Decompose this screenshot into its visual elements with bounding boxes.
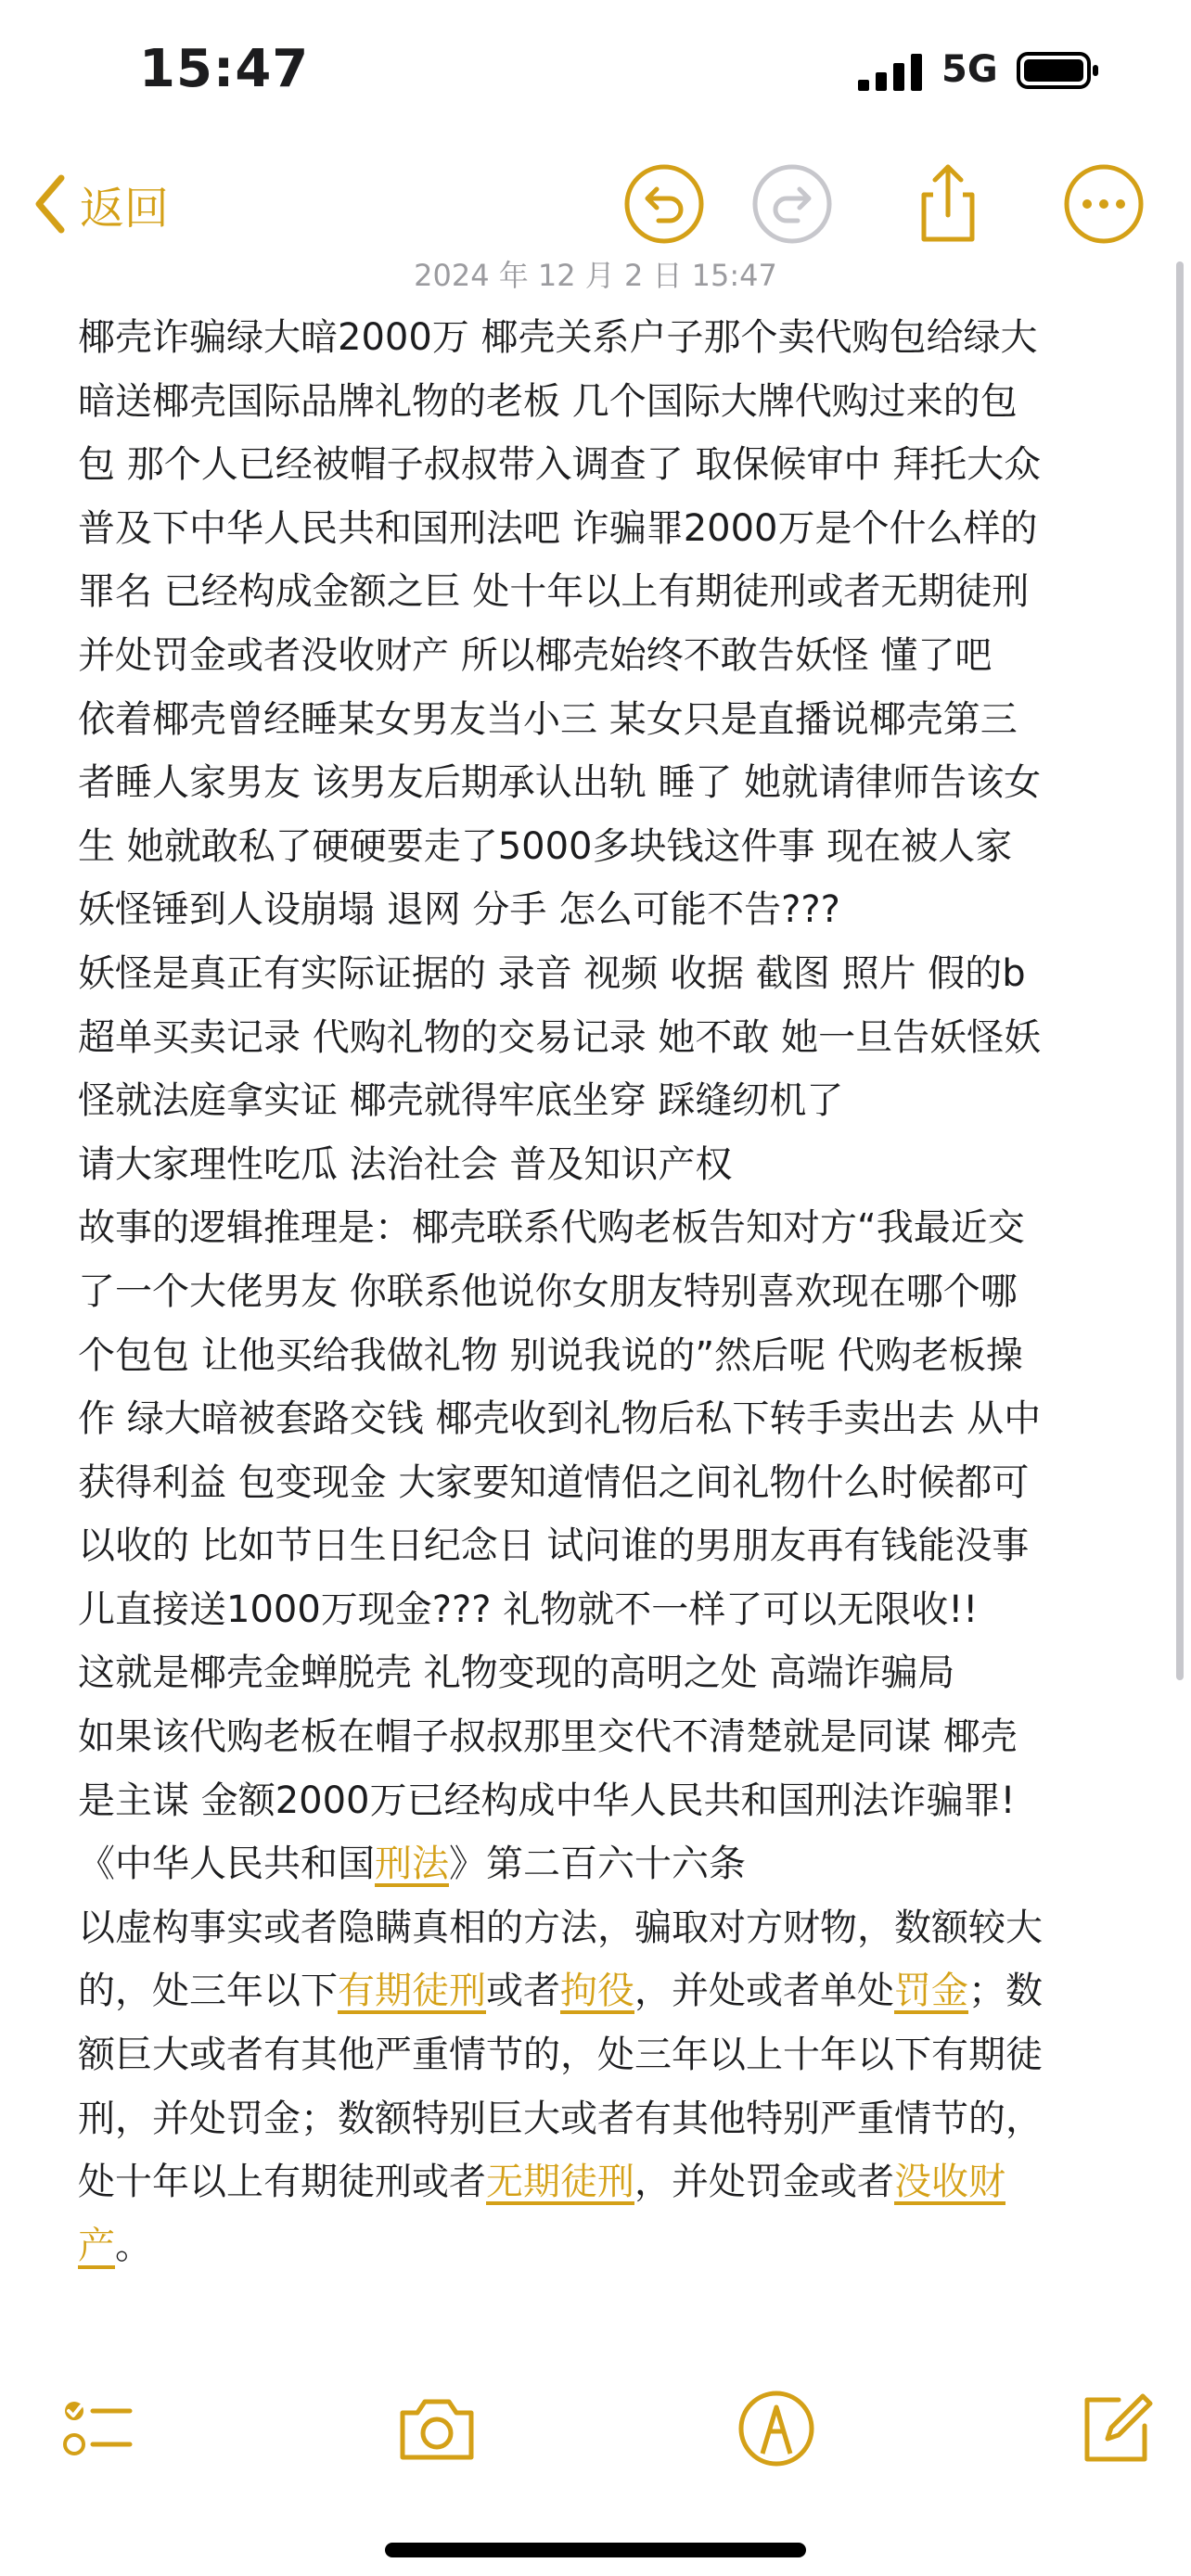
note-line xyxy=(78,1832,1126,1896)
note-text: 超单买卖记录 代购礼物的交易记录 她不敢 她一旦告妖怪妖 xyxy=(78,1015,1042,1059)
note-text: 暗送椰壳国际品牌礼物的老板 几个国际大牌代购过来的包 xyxy=(78,379,1018,423)
note-text: 获得利益 包变现金 大家要知道情侣之间礼物什么时候都可 xyxy=(78,1460,1030,1504)
redo-icon[interactable] xyxy=(749,161,835,247)
note-text: ；数 xyxy=(968,1970,1043,2013)
note-text: ，并处罚金或者 xyxy=(634,2161,894,2204)
note-text: 包 那个人已经被帽子叔叔带入调查了 取保候审中 拜托大众 xyxy=(78,443,1042,487)
note-line xyxy=(78,1006,1126,1070)
note-text: 妖怪是真正有实际证据的 录音 视频 收据 截图 照片 假的b xyxy=(78,951,1026,995)
note-text: 。 xyxy=(115,2224,152,2267)
note-line xyxy=(78,1514,1126,1578)
bottom-toolbar xyxy=(0,2383,1191,2476)
note-line xyxy=(78,1959,1126,2023)
note-line xyxy=(78,1578,1126,1642)
note-line xyxy=(78,2214,1126,2278)
note-line xyxy=(78,878,1126,942)
note-text: 妖怪锤到人设崩塌 退网 分手 怎么可能不告??? xyxy=(78,888,840,932)
law-term-link[interactable]: 产 xyxy=(78,2224,115,2267)
share-icon[interactable] xyxy=(905,161,991,247)
note-line xyxy=(78,1069,1126,1133)
note-line xyxy=(78,560,1126,624)
note-line xyxy=(78,1196,1126,1260)
status-bar xyxy=(0,0,1191,139)
note-text: 如果该代购老板在帽子叔叔那里交代不清楚就是同谋 椰壳 xyxy=(78,1715,1018,1759)
law-term-link[interactable]: 无期徒刑 xyxy=(486,2161,634,2204)
note-text: 故事的逻辑推理是：椰壳联系代购老板告知对方“我最近交 xyxy=(78,1206,1025,1250)
more-icon[interactable] xyxy=(1061,161,1146,247)
note-line xyxy=(78,1260,1126,1324)
note-line xyxy=(78,306,1126,370)
note-line xyxy=(78,2150,1126,2214)
note-line xyxy=(78,624,1126,688)
note-text: 刑，并处罚金；数额特别巨大或者有其他特别严重情节的， xyxy=(78,2097,1043,2140)
back-button[interactable] xyxy=(33,167,169,241)
note-text: 生 她就敢私了硬硬要走了5000多块钱这件事 现在被人家 xyxy=(78,824,1013,868)
note-text: 普及下中华人民共和国刑法吧 诈骗罪2000万是个什么样的 xyxy=(78,506,1038,550)
note-line xyxy=(78,751,1126,815)
law-term-link[interactable]: 拘役 xyxy=(560,1970,634,2013)
note-line xyxy=(78,2087,1126,2151)
note-text: 是主谋 金额2000万已经构成中华人民共和国刑法诈骗罪! xyxy=(78,1779,1016,1822)
note-line xyxy=(78,1896,1126,1960)
note-line xyxy=(78,497,1126,561)
note-line xyxy=(78,815,1126,879)
note-text: 或者 xyxy=(486,1970,560,2013)
note-line xyxy=(78,370,1126,434)
note-line xyxy=(78,433,1126,497)
note-body[interactable] xyxy=(78,306,1126,2277)
law-term-link[interactable]: 有期徒刑 xyxy=(338,1970,486,2013)
note-line xyxy=(78,942,1126,1006)
note-text: 依着椰壳曾经睡某女男友当小三 某女只是直播说椰壳第三 xyxy=(78,697,1018,741)
note-text: 椰壳诈骗绿大暗2000万 椰壳关系户子那个卖代购包给绿大 xyxy=(78,316,1038,359)
scrollbar[interactable] xyxy=(1176,261,1184,1680)
law-term-link[interactable]: 罚金 xyxy=(894,1970,968,2013)
note-line xyxy=(78,1705,1126,1769)
network-type: 5G xyxy=(941,48,998,91)
note-line xyxy=(78,1641,1126,1705)
note-text: 处十年以上有期徒刑或者 xyxy=(78,2161,486,2204)
checklist-icon[interactable] xyxy=(56,2387,139,2470)
note-text: 并处罚金或者没收财产 所以椰壳始终不敢告妖怪 懂了吧 xyxy=(78,633,992,677)
signal-icon xyxy=(858,54,923,91)
chevron-left-icon xyxy=(33,174,67,234)
note-text: 《中华人民共和国 xyxy=(78,1843,375,1886)
note-text: 请大家理性吃瓜 法治社会 普及知识产权 xyxy=(78,1142,733,1186)
status-time: 15:47 xyxy=(139,39,310,99)
camera-icon[interactable] xyxy=(395,2387,479,2470)
back-label: 返回 xyxy=(80,182,170,235)
note-text: 怪就法庭拿实证 椰壳就得牢底坐穿 踩缝纫机了 xyxy=(78,1079,844,1123)
note-text: 额巨大或者有其他严重情节的，处三年以上十年以下有期徒 xyxy=(78,2034,1043,2077)
note-text: 》第二百六十六条 xyxy=(449,1843,746,1886)
nav-bar xyxy=(0,148,1191,260)
note-text: 的，处三年以下 xyxy=(78,1970,338,2013)
note-text: 这就是椰壳金蝉脱壳 礼物变现的高明之处 高端诈骗局 xyxy=(78,1651,955,1695)
note-date: 2024 年 12 月 2 日 15:47 xyxy=(414,258,777,293)
note-text: 了一个大佬男友 你联系他说你女朋友特别喜欢现在哪个哪 xyxy=(78,1269,1018,1313)
note-text: 以虚构事实或者隐瞒真相的方法，骗取对方财物，数额较大 xyxy=(78,1906,1043,1949)
note-text: 罪名 已经构成金额之巨 处十年以上有期徒刑或者无期徒刑 xyxy=(78,570,1030,614)
law-term-link[interactable]: 刑法 xyxy=(375,1843,449,1886)
battery-icon xyxy=(1017,52,1100,89)
note-line xyxy=(78,1133,1126,1197)
undo-icon[interactable] xyxy=(621,161,707,247)
note-text: 作 绿大暗被套路交钱 椰壳收到礼物后私下转手卖出去 从中 xyxy=(78,1397,1042,1441)
note-line xyxy=(78,1324,1126,1388)
home-indicator[interactable] xyxy=(385,2543,806,2557)
note-text: 以收的 比如节日生日纪念日 试问谁的男朋友再有钱能没事 xyxy=(78,1524,1030,1568)
compose-icon[interactable] xyxy=(1074,2387,1158,2470)
note-line xyxy=(78,1451,1126,1515)
note-line xyxy=(78,688,1126,752)
note-text: 儿直接送1000万现金??? 礼物就不一样了可以无限收!! xyxy=(78,1588,979,1631)
note-text: 者睡人家男友 该男友后期承认出轨 睡了 她就请律师告该女 xyxy=(78,761,1042,805)
law-term-link[interactable]: 没收财 xyxy=(894,2161,1005,2204)
note-line xyxy=(78,2023,1126,2087)
note-line xyxy=(78,1769,1126,1833)
note-text: 个包包 让他买给我做礼物 别说我说的”然后呢 代购老板操 xyxy=(78,1333,1023,1377)
note-text: ，并处或者单处 xyxy=(634,1970,894,2013)
markup-icon[interactable] xyxy=(735,2387,818,2470)
note-line xyxy=(78,1387,1126,1451)
